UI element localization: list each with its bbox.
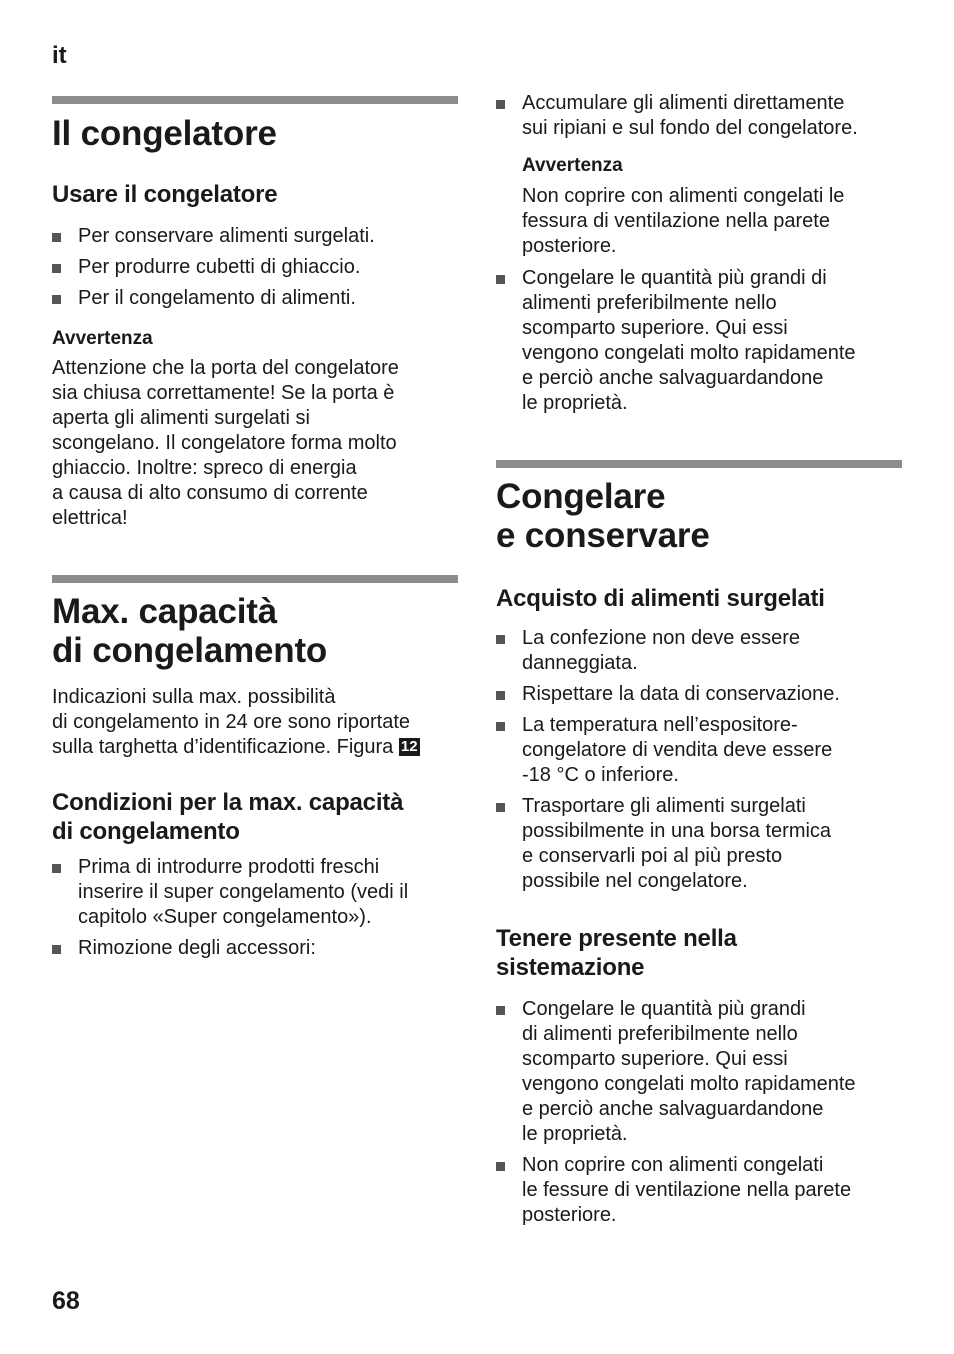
list-item: Per conservare alimenti surgelati. [52, 224, 462, 249]
page-number: 68 [52, 1287, 80, 1315]
list-item: La temperatura nell’espositore- congelatore di vendita deve essere -18 °C o inferiore. [496, 713, 906, 788]
section-title-freeze-store: Congelare e conservare [496, 477, 710, 555]
note-text: Attenzione che la porta del congelatore sia chiusa correttamente! Se la porta è aperta gli alimenti surgelati si scongelano. Il congelatore forma molto ghiaccio. Inoltre: spreco di energia a causa di alto consumo di corrente elettrica! [52, 357, 399, 529]
bullet-square-icon [496, 1162, 505, 1171]
bullet-square-icon [52, 945, 61, 954]
subheading-use-freezer: Usare il congelatore [52, 181, 278, 208]
list-item: Non coprire con alimenti congelati le fessure di ventilazione nella parete posteriore. [496, 1153, 906, 1228]
bullet-list-placement [496, 997, 906, 1234]
bullet-list-purchase [496, 626, 906, 900]
bullet-square-icon [496, 803, 505, 812]
bullet-square-icon [52, 864, 61, 873]
note-label: Avvertenza [52, 328, 153, 349]
section-rule [52, 575, 458, 583]
bullet-square-icon [496, 1006, 505, 1015]
capacity-text: Indicazioni sulla max. possibilità di congelamento in 24 ore sono riportate sulla targhetta d’identificazione. Figura 12 [52, 686, 418, 758]
bullet-square-icon [52, 264, 61, 273]
bullet-list-large-quantities [496, 266, 906, 422]
bullet-list-conditions [52, 855, 462, 967]
section-title-freezer: Il congelatore [52, 114, 277, 153]
list-item: Congelare le quantità più grandi di alimenti preferibilmente nello scomparto superiore. Qui essi vengono congelati molto rapidamente e perciò anche salvaguardandone le proprietà. [496, 266, 906, 416]
language-tag: it [52, 42, 67, 69]
note-label: Avvertenza [522, 155, 623, 176]
list-item: Per il congelamento di alimenti. [52, 286, 462, 311]
subheading-placement: Tenere presente nella sistemazione [496, 925, 737, 981]
list-item: Trasportare gli alimenti surgelati possibilmente in una borsa termica e conservarli poi al più presto possibile nel congelatore. [496, 794, 906, 894]
section-rule [496, 460, 902, 468]
bullet-square-icon [496, 635, 505, 644]
list-item: Per produrre cubetti di ghiaccio. [52, 255, 462, 280]
subheading-conditions: Condizioni per la max. capacità di congelamento [52, 789, 404, 845]
bullet-square-icon [52, 233, 61, 242]
bullet-list-top [496, 91, 906, 147]
bullet-square-icon [52, 295, 61, 304]
list-item: Rimozione degli accessori: [52, 936, 462, 961]
list-item: Rispettare la data di conservazione. [496, 682, 906, 707]
bullet-square-icon [496, 275, 505, 284]
subheading-purchase: Acquisto di alimenti surgelati [496, 585, 825, 612]
bullet-square-icon [496, 100, 505, 109]
bullet-square-icon [496, 691, 505, 700]
list-item: Prima di introdurre prodotti freschi inserire il super congelamento (vedi il capitolo «Super congelamento»). [52, 855, 462, 930]
list-item: La confezione non deve essere danneggiata. [496, 626, 906, 676]
figure-reference: 12 [400, 738, 418, 755]
bullet-list-use [52, 224, 462, 317]
note-text: Non coprire con alimenti congelati le fessura di ventilazione nella parete posteriore. [522, 185, 845, 257]
list-item: Accumulare gli alimenti direttamente sui ripiani e sul fondo del congelatore. [496, 91, 906, 141]
list-item: Congelare le quantità più grandi di alimenti preferibilmente nello scomparto superiore. Qui essi vengono congelati molto rapidamente e perciò anche salvaguardandone le proprietà. [496, 997, 906, 1147]
section-rule [52, 96, 458, 104]
section-title-max-capacity: Max. capacità di congelamento [52, 592, 328, 670]
bullet-square-icon [496, 722, 505, 731]
